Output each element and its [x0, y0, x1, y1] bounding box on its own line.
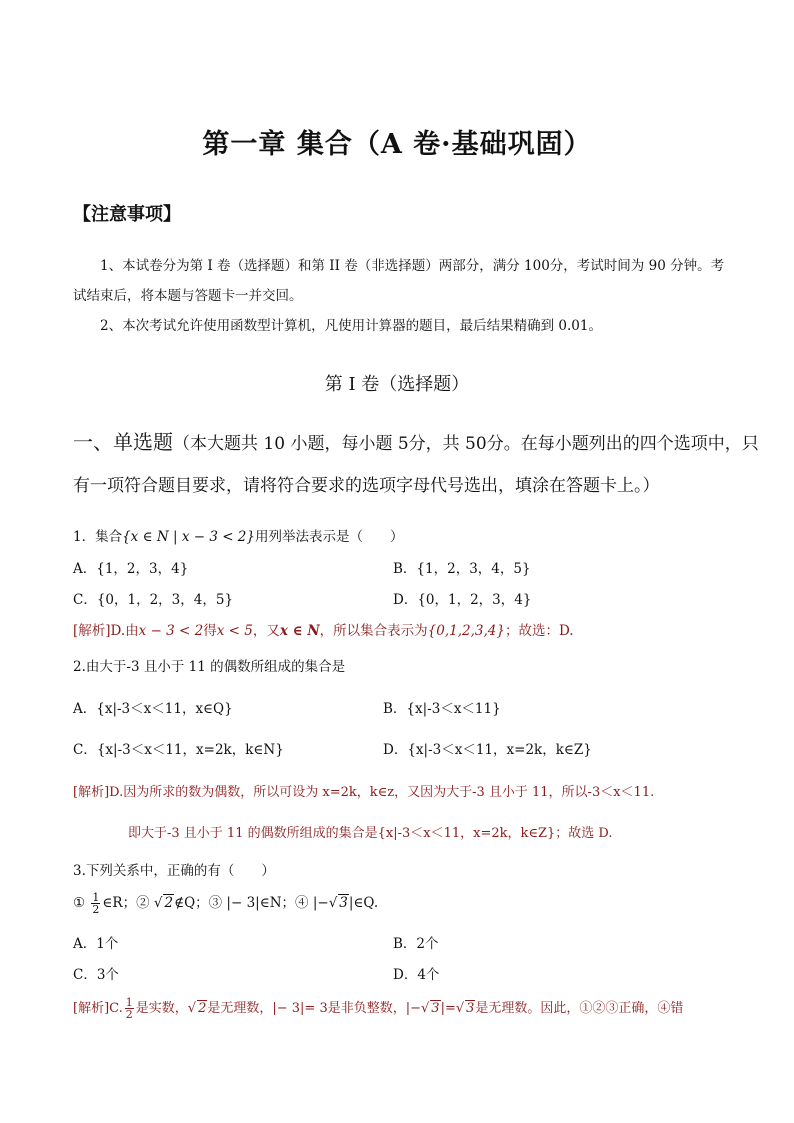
q2-option-a: A．{x|-3＜x＜11，x∈Q} — [73, 701, 233, 717]
q1-set: {x ∈ N | x − 3 < 2} — [122, 529, 255, 545]
frac-denominator: 2 — [92, 903, 100, 916]
q3-text-3: ∉Q；③ |− 3|∈N；④ |− — [174, 895, 329, 911]
section-heading-desc: （本大题共 10 小题，每小题 5分，共 50分。在每小题列出的四个选项中，只 — [173, 434, 759, 454]
q3-option-c: C．3个 — [73, 967, 119, 983]
q1-ans-math-1: x − 3 < 2 — [138, 623, 204, 639]
q1-ans-math-4: {0,1,2,3,4} — [427, 623, 505, 639]
ans-sqrt-3b: 3 — [466, 1001, 475, 1016]
note-1-line-1: 1、本试卷分为第 I 卷（选择题）和第 II 卷（非选择题）两部分，满分 100分，考试时间为 90 分钟。考 — [100, 258, 725, 274]
note-2: 2、本次考试允许使用函数型计算机，凡使用计算器的题目，最后结果精确到 0.01。 — [100, 318, 602, 334]
q1-ans-text-2: 得 — [203, 623, 217, 639]
q1-suffix: 用列举法表示是（ ） — [254, 529, 404, 545]
frac-numerator: 1 — [92, 891, 100, 904]
q3-option-d: D．4个 — [393, 967, 440, 983]
sqrt-3: 3 — [339, 895, 348, 911]
section-heading-label: 一、单选题 — [73, 430, 173, 454]
q1-analysis — [73, 619, 574, 639]
page-title: 第一章 集合（A 卷·基础巩固） — [202, 129, 592, 160]
q3-ans-text-2: 是实数， — [135, 1001, 188, 1016]
q1-ans-math-2: x < 5 — [216, 623, 253, 639]
q3-ans-text-5: 是无理数。因此，①②③正确，④错 — [475, 1001, 684, 1016]
q1-option-a: A．{1，2，3，4} — [73, 561, 189, 577]
q2-option-c: C．{x|-3＜x＜11，x=2k，k∈N} — [73, 742, 284, 758]
q1-ans-text-5: ；故选：D. — [504, 623, 574, 639]
q2-analysis-line-2: 即大于-3 且小于 11 的偶数所组成的集合是{x|-3＜x＜11，x=2k，k∈Z}；故选 D. — [128, 826, 613, 841]
q1-ans-text-1: [解析]D.由 — [73, 623, 139, 639]
ans-frac-denominator: 2 — [125, 1008, 133, 1021]
q3-mark-1: ① — [73, 895, 86, 911]
q2-option-b: B．{x|-3＜x＜11} — [383, 701, 501, 717]
section-heading — [73, 426, 759, 455]
q3-ans-text-3: 是无理数，|− 3|= 3是非负整数，|− — [207, 1001, 421, 1016]
question-3: 3.下列关系中，正确的有（ ） — [73, 863, 275, 879]
fraction-one-half — [91, 892, 100, 915]
question-1 — [73, 525, 403, 545]
notice-heading: 【注意事项】 — [73, 204, 181, 225]
q3-option-b: B．2个 — [393, 936, 439, 952]
q3-text-2: ∈R；② — [102, 895, 150, 911]
q1-option-b: B．{1，2，3，4，5} — [393, 561, 531, 577]
q1-option-d: D．{0，1，2，3，4} — [393, 592, 532, 608]
q1-ans-text-3: ，又 — [252, 623, 280, 639]
q3-option-a: A．1个 — [73, 936, 119, 952]
q1-ans-math-3: x ∈ N — [279, 623, 320, 639]
section-title: 第 I 卷（选择题） — [324, 374, 470, 395]
section-heading-line-2: 有一项符合题目要求，请将符合要求的选项字母代号选出，填涂在答题卡上。） — [73, 476, 660, 496]
q3-ans-fraction — [125, 997, 134, 1020]
q3-ans-text-4: |= — [440, 1001, 456, 1016]
note-1-line-2: 试结束后，将本题与答题卡一并交回。 — [73, 288, 303, 304]
q2-analysis-line-1: [解析]D.因为所求的数为偶数，所以可设为 x=2k，k∈z，又因为大于-3 且小于 11，所以-3＜x＜11. — [73, 785, 655, 800]
q3-analysis: [解析]C. $\frac{1}{2}$ 是实数，√ 2是无理数，|− 3|= 3是非负整数，|−√ 3|=√ 3是无理数。因此，①②③正确，④错 — [73, 996, 684, 1021]
q1-prefix: 1．集合 — [73, 529, 123, 545]
q1-option-c: C．{0，1，2，3，4，5} — [73, 592, 234, 608]
q1-ans-text-4: ，所以集合表示为 — [319, 623, 428, 639]
q3-statements: ① $\frac{1}{2}$ ∈R；② √ 2∉Q；③ |− 3|∈N；④ |−√ 3|∈Q. — [73, 891, 379, 916]
q3-text-4: |∈Q. — [348, 895, 379, 911]
ans-frac-numerator: 1 — [125, 996, 133, 1009]
q3-ans-text-1: [解析]C. — [73, 1001, 123, 1016]
ans-sqrt-3a: 3 — [431, 1001, 440, 1016]
q2-option-d: D．{x|-3＜x＜11，x=2k，k∈Z} — [383, 742, 592, 758]
ans-sqrt-2: 2 — [198, 1001, 207, 1016]
question-2: 2.由大于-3 且小于 11 的偶数所组成的集合是 — [73, 659, 346, 675]
sqrt-2: 2 — [164, 895, 174, 911]
